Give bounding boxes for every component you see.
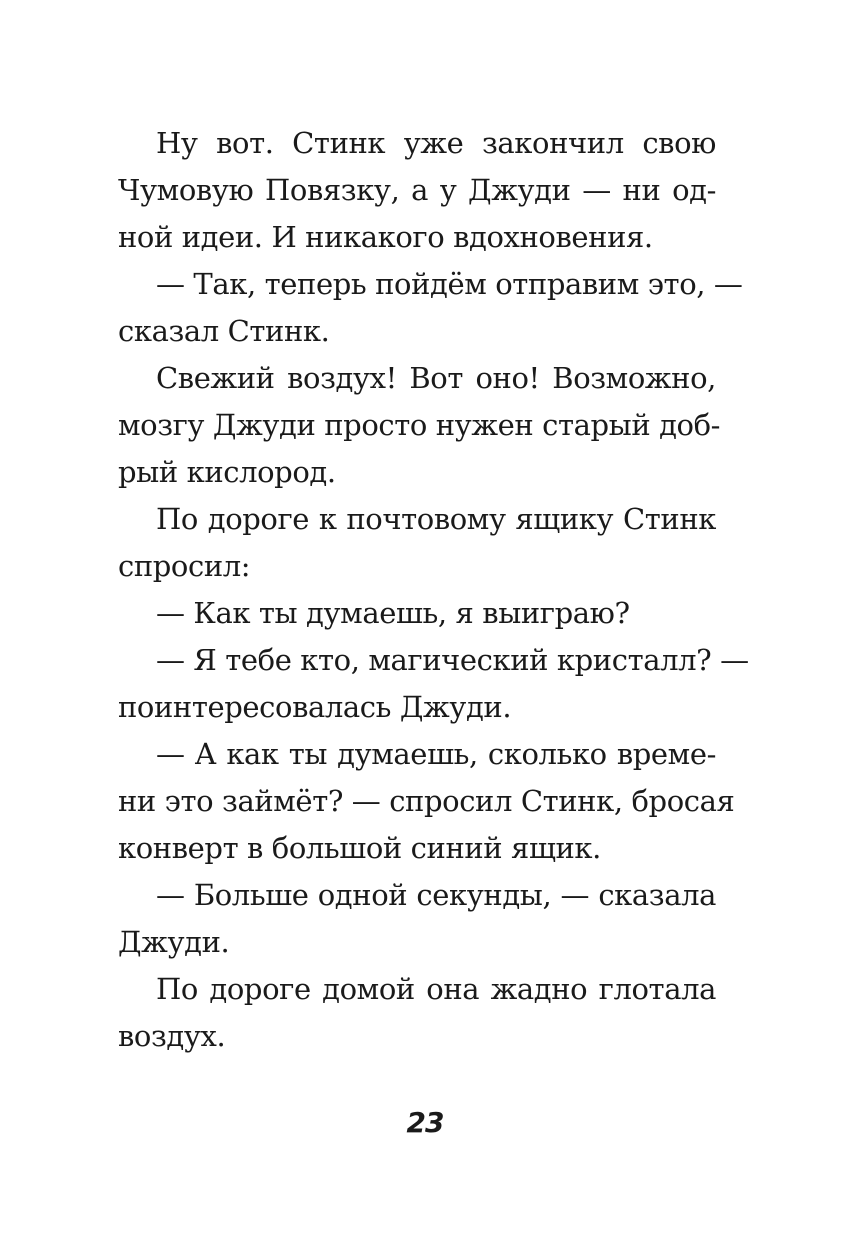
text-line: Ну вот. Стинк уже закончил свою [156, 126, 716, 160]
text-line: Джуди. [118, 925, 230, 959]
text-line: По дороге к почтовому ящику Стинк [156, 502, 716, 536]
page-number: 23 [406, 1106, 444, 1139]
text-line: спросил: [118, 549, 251, 583]
text-line: мозгу Джуди просто нужен старый доб- [118, 408, 721, 442]
text-line: — Я тебе кто, магический кристалл? — [156, 643, 749, 677]
text-line: Свежий воздух! Вот оно! Возможно, [156, 361, 716, 395]
text-line: воздух. [118, 1019, 226, 1053]
text-line: — А как ты думаешь, сколько време- [156, 737, 716, 771]
text-line: рый кислород. [118, 455, 336, 489]
text-line: — Больше одной секунды, — сказала [156, 878, 716, 912]
text-line: По дороге домой она жадно глотала [156, 972, 716, 1006]
text-line: поинтересовалась Джуди. [118, 690, 512, 724]
text-line: — Так, теперь пойдём отправим это, — [156, 267, 743, 301]
text-line: сказал Стинк. [118, 314, 330, 348]
text-line: конверт в большой синий ящик. [118, 831, 601, 865]
text-line: — Как ты думаешь, я выиграю? [156, 596, 630, 630]
text-line: Чумовую Повязку, а у Джуди — ни од- [118, 173, 716, 207]
text-line: ной идеи. И никакого вдохновения. [118, 220, 653, 254]
body-text [118, 120, 749, 1060]
text-line: ни это займёт? — спросил Стинк, бросая [118, 784, 735, 818]
